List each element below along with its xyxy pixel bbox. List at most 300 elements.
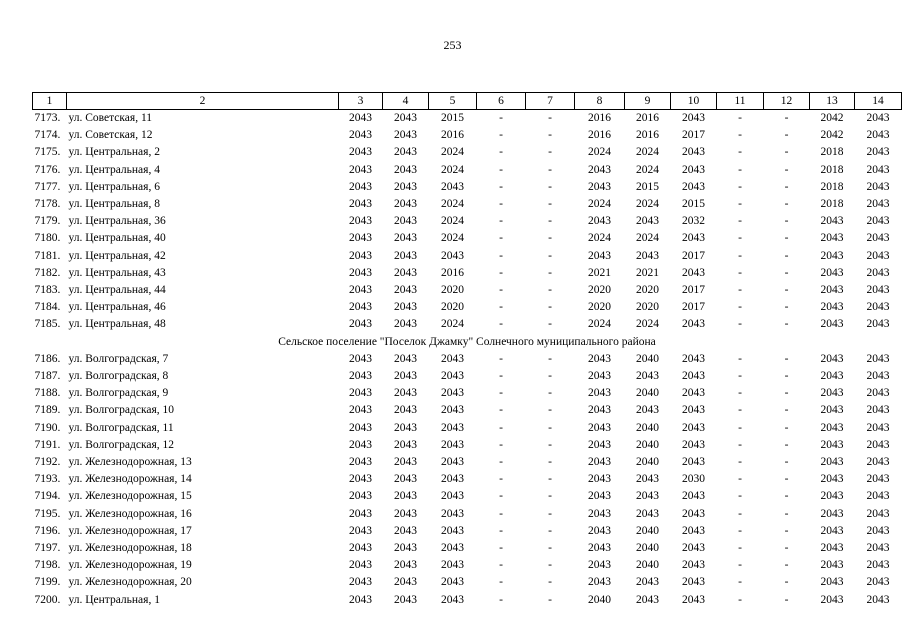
- year-cell: -: [548, 542, 552, 555]
- year-cell: 2043: [820, 284, 844, 297]
- year-cell: -: [499, 232, 503, 245]
- year-cell: -: [738, 456, 742, 469]
- year-cell: 2043: [394, 352, 417, 365]
- year-cell: 2017: [682, 284, 705, 297]
- year-cell: 2043: [588, 576, 611, 589]
- year-cell: -: [548, 318, 552, 331]
- year-cell: -: [784, 146, 789, 159]
- year-cell: -: [738, 163, 742, 176]
- year-cell: -: [499, 404, 503, 417]
- table-row: [33, 213, 902, 230]
- year-cell: 2015: [441, 112, 464, 124]
- address-cell: ул. Центральная, 4: [68, 163, 160, 176]
- year-cell: 2043: [682, 507, 705, 520]
- table-row: [33, 488, 902, 505]
- row-number: 7184.: [34, 301, 61, 314]
- table-header-row: [33, 93, 902, 110]
- year-cell: 2043: [394, 129, 417, 142]
- year-cell: -: [548, 473, 552, 486]
- year-cell: -: [499, 163, 503, 176]
- year-cell: 2021: [588, 266, 611, 279]
- year-cell: -: [784, 129, 789, 142]
- year-cell: 2043: [394, 284, 417, 297]
- row-number: 7179.: [34, 215, 61, 228]
- year-cell: -: [548, 352, 552, 365]
- year-cell: 2043: [394, 387, 417, 400]
- row-number: 7174.: [34, 129, 61, 142]
- year-cell: 2043: [682, 576, 705, 589]
- year-cell: 2043: [349, 146, 372, 159]
- year-cell: -: [784, 456, 789, 469]
- row-number: 7175.: [34, 146, 61, 159]
- table-row: [33, 437, 902, 454]
- address-cell: ул. Центральная, 2: [68, 146, 160, 159]
- year-cell: 2018: [820, 180, 844, 193]
- year-cell: 2043: [349, 284, 372, 297]
- year-cell: 2043: [820, 387, 844, 400]
- year-cell: 2024: [636, 163, 659, 176]
- year-cell: -: [784, 352, 789, 365]
- year-cell: 2043: [394, 198, 417, 211]
- table-row: [33, 299, 902, 316]
- address-cell: ул. Волгоградская, 10: [68, 404, 175, 417]
- year-cell: 2043: [394, 301, 417, 314]
- table-row: [33, 230, 902, 247]
- year-cell: 2043: [820, 249, 844, 262]
- year-cell: 2043: [866, 232, 890, 245]
- year-cell: 2043: [349, 559, 372, 572]
- year-cell: 2015: [682, 198, 705, 211]
- table-row: [33, 162, 902, 179]
- year-cell: -: [738, 129, 742, 142]
- table-row: [33, 402, 902, 419]
- year-cell: 2016: [588, 129, 611, 142]
- year-cell: 2017: [682, 129, 705, 142]
- year-cell: 2043: [394, 559, 417, 572]
- year-cell: 2043: [820, 559, 844, 572]
- year-cell: 2043: [349, 507, 372, 520]
- year-cell: 2043: [349, 473, 372, 486]
- table-row: [33, 316, 902, 333]
- year-cell: 2043: [636, 490, 659, 503]
- row-number: 7191.: [34, 438, 61, 451]
- year-cell: 2017: [682, 249, 705, 262]
- address-cell: ул. Центральная, 1: [68, 593, 160, 606]
- row-number: 7194.: [34, 490, 61, 503]
- year-cell: 2043: [349, 576, 372, 589]
- table-row: [33, 385, 902, 402]
- year-cell: 2043: [820, 215, 844, 228]
- year-cell: 2043: [866, 524, 890, 537]
- year-cell: -: [784, 490, 789, 503]
- column-header: 7: [526, 93, 575, 110]
- year-cell: 2043: [588, 370, 611, 383]
- year-cell: -: [738, 370, 742, 383]
- address-cell: ул. Железнодорожная, 13: [68, 456, 192, 469]
- year-cell: 2043: [588, 215, 611, 228]
- table-row: [33, 196, 902, 213]
- year-cell: 2020: [441, 284, 464, 297]
- year-cell: 2043: [588, 249, 611, 262]
- year-cell: -: [499, 318, 503, 331]
- year-cell: 2043: [682, 180, 705, 193]
- year-cell: 2043: [636, 473, 659, 486]
- column-header: 3: [339, 93, 383, 110]
- year-cell: 2043: [866, 301, 890, 314]
- address-cell: ул. Железнодорожная, 19: [68, 559, 192, 572]
- year-cell: 2043: [866, 198, 890, 211]
- address-cell: ул. Волгоградская, 11: [68, 421, 174, 434]
- year-cell: 2043: [441, 490, 464, 503]
- year-cell: 2024: [636, 318, 659, 331]
- year-cell: 2043: [866, 352, 890, 365]
- year-cell: -: [784, 542, 789, 555]
- year-cell: -: [738, 542, 742, 555]
- year-cell: 2043: [394, 576, 417, 589]
- address-cell: ул. Волгоградская, 9: [68, 387, 169, 400]
- year-cell: 2043: [394, 370, 417, 383]
- row-number: 7193.: [34, 473, 61, 486]
- year-cell: 2043: [394, 456, 417, 469]
- year-cell: 2043: [441, 352, 464, 365]
- address-cell: ул. Железнодорожная, 16: [68, 507, 192, 520]
- year-cell: 2043: [349, 232, 372, 245]
- year-cell: -: [499, 198, 503, 211]
- year-cell: 2043: [441, 473, 464, 486]
- table-row: [33, 540, 902, 557]
- year-cell: 2043: [866, 576, 890, 589]
- year-cell: 2043: [441, 507, 464, 520]
- year-cell: -: [499, 524, 503, 537]
- address-cell: ул. Центральная, 42: [68, 249, 166, 262]
- year-cell: 2043: [682, 490, 705, 503]
- housing-table: [32, 92, 902, 609]
- year-cell: 2040: [636, 542, 659, 555]
- year-cell: -: [784, 404, 789, 417]
- year-cell: 2043: [394, 490, 417, 503]
- year-cell: -: [784, 198, 789, 211]
- year-cell: -: [738, 576, 742, 589]
- year-cell: 2043: [682, 524, 705, 537]
- year-cell: 2043: [682, 266, 705, 279]
- year-cell: 2024: [588, 198, 611, 211]
- year-cell: -: [548, 146, 552, 159]
- year-cell: -: [548, 284, 552, 297]
- table-row: [33, 523, 902, 540]
- year-cell: 2043: [349, 404, 372, 417]
- year-cell: -: [499, 249, 503, 262]
- year-cell: 2024: [441, 146, 464, 159]
- column-header: 6: [477, 93, 526, 110]
- year-cell: 2040: [636, 438, 659, 451]
- year-cell: 2043: [588, 507, 611, 520]
- year-cell: 2043: [866, 559, 890, 572]
- year-cell: 2043: [441, 524, 464, 537]
- year-cell: 2043: [394, 473, 417, 486]
- year-cell: -: [738, 266, 742, 279]
- year-cell: 2043: [820, 370, 844, 383]
- year-cell: -: [548, 524, 552, 537]
- table-row: [33, 282, 902, 299]
- row-number: 7196.: [34, 524, 61, 537]
- year-cell: -: [738, 593, 742, 606]
- column-header: 14: [855, 93, 902, 110]
- year-cell: 2043: [349, 163, 372, 176]
- year-cell: 2043: [682, 112, 705, 124]
- year-cell: 2043: [441, 404, 464, 417]
- table-row: [33, 454, 902, 471]
- column-header: 9: [625, 93, 671, 110]
- year-cell: 2040: [636, 456, 659, 469]
- year-cell: 2043: [682, 404, 705, 417]
- year-cell: -: [548, 438, 552, 451]
- year-cell: 2043: [588, 404, 611, 417]
- year-cell: -: [738, 421, 742, 434]
- row-number: 7181.: [34, 249, 61, 262]
- year-cell: -: [738, 387, 742, 400]
- address-cell: ул. Центральная, 46: [68, 301, 166, 314]
- year-cell: 2043: [588, 490, 611, 503]
- year-cell: -: [784, 507, 789, 520]
- year-cell: 2043: [820, 593, 844, 606]
- year-cell: -: [548, 404, 552, 417]
- year-cell: 2043: [820, 352, 844, 365]
- year-cell: 2043: [636, 404, 659, 417]
- year-cell: -: [784, 593, 789, 606]
- year-cell: 2043: [866, 146, 890, 159]
- year-cell: 2043: [820, 542, 844, 555]
- year-cell: 2043: [588, 542, 611, 555]
- year-cell: 2016: [441, 266, 464, 279]
- year-cell: -: [784, 249, 789, 262]
- year-cell: 2043: [682, 146, 705, 159]
- year-cell: 2043: [394, 146, 417, 159]
- column-header: 10: [671, 93, 717, 110]
- year-cell: 2043: [866, 266, 890, 279]
- year-cell: 2024: [441, 215, 464, 228]
- year-cell: 2043: [349, 249, 372, 262]
- year-cell: 2043: [349, 438, 372, 451]
- year-cell: 2021: [636, 266, 659, 279]
- year-cell: -: [738, 284, 742, 297]
- year-cell: -: [499, 507, 503, 520]
- row-number: 7182.: [34, 266, 61, 279]
- year-cell: -: [499, 112, 503, 124]
- year-cell: -: [738, 507, 742, 520]
- address-cell: ул. Железнодорожная, 18: [68, 542, 192, 555]
- year-cell: 2040: [636, 421, 659, 434]
- year-cell: 2043: [441, 249, 464, 262]
- year-cell: -: [738, 490, 742, 503]
- year-cell: -: [738, 473, 742, 486]
- year-cell: 2043: [820, 507, 844, 520]
- year-cell: 2043: [394, 421, 417, 434]
- year-cell: 2043: [349, 266, 372, 279]
- table-row: [33, 368, 902, 385]
- year-cell: -: [499, 129, 503, 142]
- year-cell: 2024: [441, 232, 464, 245]
- year-cell: 2043: [820, 318, 844, 331]
- year-cell: 2043: [349, 215, 372, 228]
- year-cell: 2018: [820, 198, 844, 211]
- year-cell: -: [738, 438, 742, 451]
- year-cell: -: [499, 370, 503, 383]
- year-cell: 2043: [866, 112, 890, 124]
- year-cell: -: [499, 180, 503, 193]
- year-cell: 2043: [866, 129, 890, 142]
- year-cell: 2043: [349, 180, 372, 193]
- year-cell: 2043: [588, 421, 611, 434]
- table-row: [33, 420, 902, 437]
- year-cell: -: [784, 301, 789, 314]
- year-cell: -: [738, 146, 742, 159]
- year-cell: -: [738, 559, 742, 572]
- year-cell: -: [499, 266, 503, 279]
- year-cell: -: [499, 387, 503, 400]
- row-number: 7192.: [34, 456, 61, 469]
- year-cell: 2043: [820, 266, 844, 279]
- year-cell: 2024: [636, 232, 659, 245]
- year-cell: 2043: [866, 180, 890, 193]
- year-cell: 2043: [588, 387, 611, 400]
- year-cell: 2043: [588, 180, 611, 193]
- year-cell: -: [548, 490, 552, 503]
- year-cell: -: [738, 215, 742, 228]
- year-cell: 2018: [820, 146, 844, 159]
- section-title: Сельское поселение "Поселок Джамку" Солнечного муниципального района: [278, 335, 656, 348]
- address-cell: ул. Железнодорожная, 17: [68, 524, 192, 537]
- address-cell: ул. Железнодорожная, 14: [68, 473, 192, 486]
- year-cell: -: [548, 249, 552, 262]
- year-cell: 2043: [820, 301, 844, 314]
- year-cell: 2020: [636, 284, 659, 297]
- year-cell: 2043: [820, 473, 844, 486]
- year-cell: 2043: [682, 318, 705, 331]
- year-cell: 2043: [866, 318, 890, 331]
- column-header: 1: [33, 93, 67, 110]
- year-cell: 2043: [682, 542, 705, 555]
- year-cell: 2043: [820, 404, 844, 417]
- address-cell: ул. Волгоградская, 7: [68, 352, 169, 365]
- year-cell: -: [499, 490, 503, 503]
- year-cell: 2043: [394, 542, 417, 555]
- year-cell: -: [738, 249, 742, 262]
- table-row: [33, 592, 902, 609]
- year-cell: 2043: [394, 438, 417, 451]
- year-cell: 2043: [349, 593, 372, 606]
- year-cell: 2043: [866, 438, 890, 451]
- year-cell: 2043: [820, 456, 844, 469]
- year-cell: -: [548, 301, 552, 314]
- year-cell: 2043: [349, 352, 372, 365]
- year-cell: -: [499, 215, 503, 228]
- year-cell: 2043: [866, 404, 890, 417]
- year-cell: 2043: [394, 232, 417, 245]
- year-cell: 2024: [441, 163, 464, 176]
- year-cell: -: [548, 180, 552, 193]
- year-cell: 2043: [866, 215, 890, 228]
- year-cell: 2043: [349, 129, 372, 142]
- year-cell: 2043: [588, 352, 611, 365]
- year-cell: 2017: [682, 301, 705, 314]
- year-cell: 2024: [588, 232, 611, 245]
- year-cell: 2043: [820, 438, 844, 451]
- year-cell: 2043: [866, 370, 890, 383]
- year-cell: 2043: [441, 593, 464, 606]
- year-cell: -: [548, 266, 552, 279]
- year-cell: 2016: [636, 112, 659, 124]
- year-cell: 2043: [682, 438, 705, 451]
- year-cell: 2043: [394, 266, 417, 279]
- year-cell: 2043: [394, 180, 417, 193]
- year-cell: 2015: [636, 180, 659, 193]
- year-cell: 2043: [349, 301, 372, 314]
- address-cell: ул. Советская, 11: [68, 112, 153, 124]
- row-number: 7187.: [34, 370, 61, 383]
- year-cell: -: [548, 421, 552, 434]
- year-cell: -: [499, 473, 503, 486]
- year-cell: -: [784, 559, 789, 572]
- table-row: [33, 351, 902, 368]
- year-cell: 2024: [636, 146, 659, 159]
- row-number: 7189.: [34, 404, 61, 417]
- year-cell: 2016: [636, 129, 659, 142]
- year-cell: 2024: [588, 146, 611, 159]
- year-cell: 2043: [441, 438, 464, 451]
- year-cell: -: [784, 232, 789, 245]
- year-cell: 2043: [394, 404, 417, 417]
- row-number: 7190.: [34, 421, 61, 434]
- year-cell: -: [738, 318, 742, 331]
- address-cell: ул. Волгоградская, 8: [68, 370, 169, 383]
- year-cell: -: [548, 163, 552, 176]
- year-cell: -: [784, 438, 789, 451]
- year-cell: 2043: [349, 318, 372, 331]
- year-cell: 2043: [820, 490, 844, 503]
- table-body: [33, 93, 902, 609]
- row-number: 7185.: [34, 318, 61, 331]
- row-number: 7198.: [34, 559, 61, 572]
- address-cell: ул. Центральная, 36: [68, 215, 166, 228]
- year-cell: -: [738, 232, 742, 245]
- year-cell: 2043: [394, 215, 417, 228]
- address-cell: ул. Железнодорожная, 20: [68, 576, 192, 589]
- year-cell: 2043: [636, 507, 659, 520]
- year-cell: -: [548, 559, 552, 572]
- year-cell: -: [784, 421, 789, 434]
- year-cell: 2043: [441, 456, 464, 469]
- year-cell: 2043: [866, 387, 890, 400]
- year-cell: -: [738, 352, 742, 365]
- year-cell: -: [499, 559, 503, 572]
- year-cell: 2043: [441, 559, 464, 572]
- year-cell: 2043: [349, 421, 372, 434]
- year-cell: 2043: [820, 524, 844, 537]
- year-cell: 2043: [682, 352, 705, 365]
- table-row: [33, 574, 902, 591]
- year-cell: 2020: [588, 301, 611, 314]
- year-cell: 2043: [682, 387, 705, 400]
- year-cell: 2043: [349, 387, 372, 400]
- row-number: 7195.: [34, 507, 61, 520]
- year-cell: 2043: [866, 284, 890, 297]
- year-cell: 2024: [636, 198, 659, 211]
- year-cell: 2043: [588, 524, 611, 537]
- year-cell: 2043: [866, 490, 890, 503]
- year-cell: -: [499, 438, 503, 451]
- year-cell: 2024: [588, 318, 611, 331]
- year-cell: 2043: [866, 593, 890, 606]
